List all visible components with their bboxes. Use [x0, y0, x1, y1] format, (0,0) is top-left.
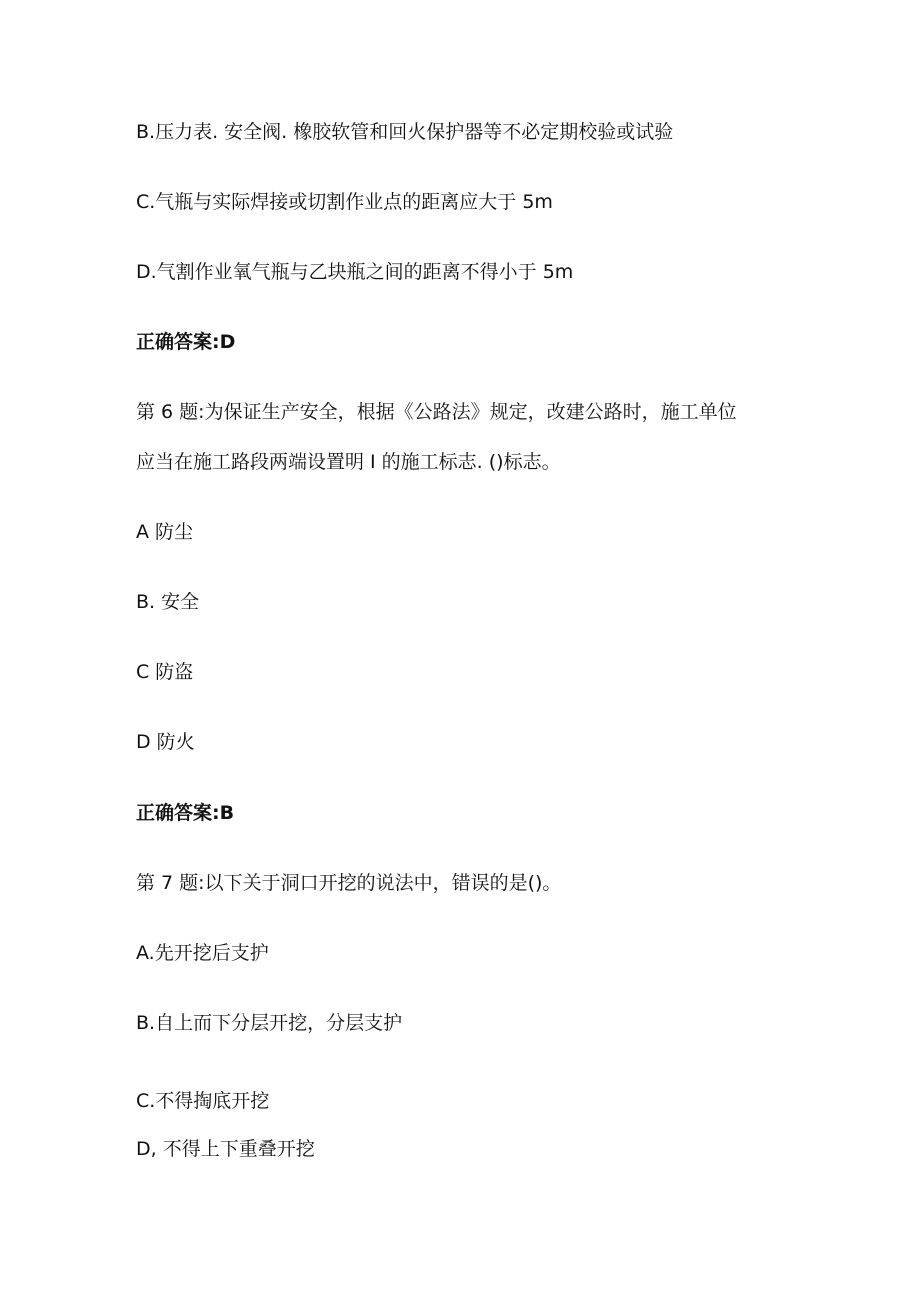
q6-option-b: B. 安全: [136, 591, 200, 613]
q5-option-d: D.气割作业氧气瓶与乙块瓶之间的距离不得小于 5m: [136, 261, 574, 283]
q7-question: 第 7 题:以下关于洞口开挖的说法中，错误的是()。: [136, 872, 562, 894]
q6-option-c: C 防盗: [136, 661, 194, 683]
q6-answer: 正确答案:B: [136, 802, 235, 824]
q5-option-c: C.气瓶与实际焊接或切割作业点的距离应大于 5m: [136, 191, 553, 213]
q6-question-line1: 第 6 题:为保证生产安全，根据《公路法》规定，改建公路时，施工单位: [136, 401, 737, 423]
q7-option-c: C.不得掏底开挖: [136, 1090, 270, 1112]
q6-option-a: A 防尘: [136, 521, 194, 543]
q5-option-b: B.压力表. 安全阀. 橡胶软管和回火保护器等不必定期校验或试验: [136, 121, 674, 143]
q7-option-b: B.自上而下分层开挖，分层支护: [136, 1012, 403, 1034]
q5-answer: 正确答案:D: [136, 331, 236, 353]
q6-question-line2: 应当在施工路段两端设置明 I 的施工标志. ()标志。: [136, 451, 561, 473]
q7-option-d: D, 不得上下重叠开挖: [136, 1138, 315, 1160]
q7-option-a: A.先开挖后支护: [136, 942, 269, 964]
q6-option-d: D 防火: [136, 731, 195, 753]
